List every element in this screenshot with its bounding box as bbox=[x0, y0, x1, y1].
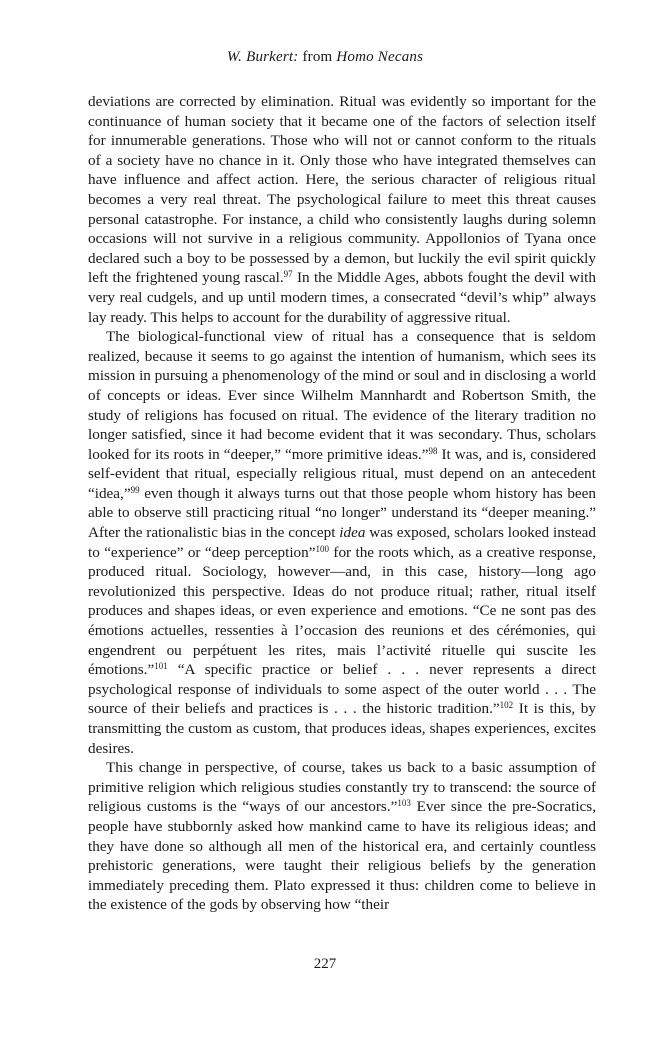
running-head-author: W. Burkert: bbox=[226, 49, 299, 65]
paragraph-2-text-g: It is this, by transmitting the custom as custom, that produces ideas, shapes experiences, excites desires. bbox=[88, 700, 596, 757]
running-head-from: from bbox=[298, 49, 337, 65]
paragraph-1-text: deviations are corrected by elimination. Ritual was evidently so important for the continuance of human society that it became one of the factors of selection itself for innumerable generations. Those who will not or cannot conform to the rituals of a society have no chance in it. Only those who have integrated themselves can have influence and affect action. Here, the serious character of religious ritual becomes a very real threat. The psychological failure to meet this threat causes personal catastrophe. For instance, a child who consistently laughs during solemn occasions will not survive in a religious community. Appollonios of Tyana once declared such a boy to be possessed by a demon, but luckily the evil spirit quickly left the frightened young rascal. bbox=[88, 93, 596, 287]
paragraph-1 bbox=[88, 92, 596, 327]
footnote-ref-97: 97 bbox=[283, 269, 293, 280]
italic-idea: idea bbox=[339, 524, 366, 542]
page-number: 227 bbox=[313, 956, 337, 972]
paragraph-2-text-a: The biological-functional view of ritual has a consequence that is seldom realized, because it seems to go against the intention of humanism, which sees its mission in pursuing a phenomenology of the mind or soul and in disclosing a world of concepts or ideas. Ever since Wilhelm Mannhardt and Robertson Smith, the study of religions has focused on ritual. The evidence of the literary tradition no longer satisfied, since it had become evident that it was secondary. Thus, scholars looked for its roots in “deeper,” “more primitive ideas.” bbox=[88, 328, 596, 463]
footnote-ref-99: 99 bbox=[130, 484, 140, 495]
footnote-ref-98: 98 bbox=[428, 445, 438, 456]
footnote-ref-101: 101 bbox=[154, 661, 168, 672]
paragraph-2-text-d: was exposed, scholars looked instead to “experience” or “deep perception” bbox=[88, 524, 596, 561]
paragraph-2-text-f: “A specific practice or belief . . . never represents a direct psychological response of individuals to some aspect of the outer world . . . The source of their beliefs and practices is . . . the historic tradition.” bbox=[88, 661, 596, 718]
paragraph-1-text-end: In the Middle Ages, abbots fought the devil with very real cudgels, and up until modern times, a consecrated “devil’s whip” always lay ready. This helps to account for the durability of aggressive ritual. bbox=[88, 269, 596, 326]
paragraph-3 bbox=[88, 758, 596, 915]
running-head bbox=[0, 49, 650, 66]
paragraph-3-text-b: Ever since the pre-Socratics, people have stubbornly asked how mankind came to have its religious ideas; and they have done so although all men of the historical era, and certainly countless prehistoric generations, were taught their religious beliefs by the generation immediately preceding them. Plato expressed it thus: children come to believe in the existence of the gods by observing how “their bbox=[88, 798, 596, 914]
paragraph-3-text-a: This change in perspective, of course, takes us back to a basic assumption of primitive religion which religious studies constantly try to transcend: the source of religious customs is the “ways of our ancestors.” bbox=[88, 759, 596, 816]
footnote-ref-102: 102 bbox=[499, 700, 514, 711]
footnote-ref-103: 103 bbox=[397, 798, 411, 809]
footnote-ref-100: 100 bbox=[315, 543, 329, 554]
body-text bbox=[88, 92, 596, 915]
paragraph-2-text-c: even though it always turns out that those people whom history has been able to observe still practicing ritual “no longer” understand its “deeper meaning.” After the rationalistic bias in the concept bbox=[88, 484, 596, 542]
paragraph-2-text-e: for the roots which, as a creative response, produced ritual. Sociology, however—and, in this case, history—long ago revolutionized this perspective. Ideas do not produce ritual; rather, ritual itself produces and shapes ideas, or even experience and emotions. “Ce ne sont pas des émotions actuelles, ressenties à l’occasion des reunions et des cérémonies, qui engendrent ou perpétuent les rites, mais l’activité rituelle qui suscite les émotions.” bbox=[88, 543, 596, 679]
paragraph-2 bbox=[88, 327, 596, 758]
paragraph-2-text-b: It was, and is, considered self-evident that ritual, especially religious ritual, must depend on an antecedent “idea,” bbox=[88, 445, 596, 502]
running-head-title: Homo Necans bbox=[336, 49, 424, 65]
